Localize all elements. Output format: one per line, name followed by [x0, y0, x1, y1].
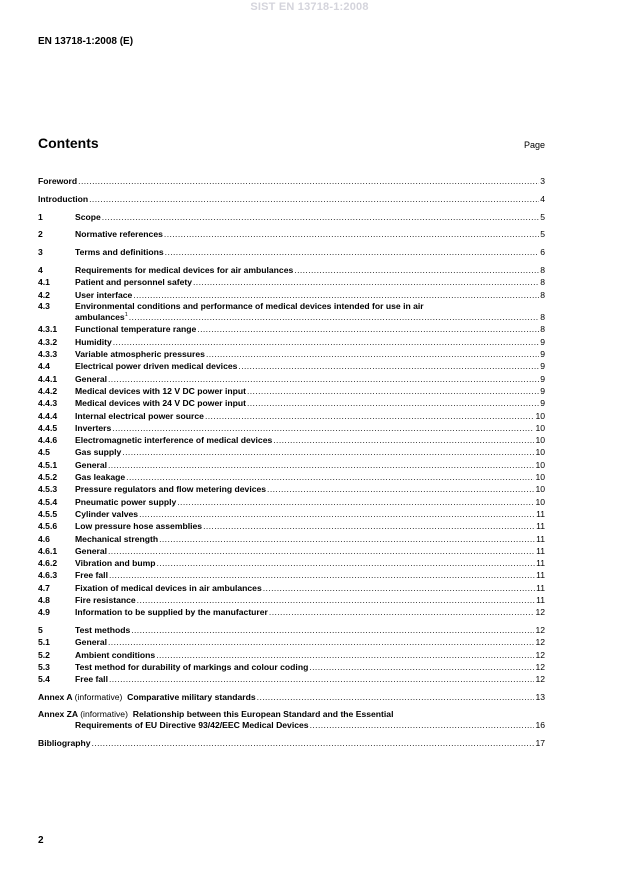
toc-page: 10: [535, 484, 545, 495]
toc-number: 4.3.2: [38, 336, 58, 347]
toc-entry-4-5-3[interactable]: [38, 483, 545, 495]
toc-label: Fire resistance: [75, 595, 136, 605]
toc-number: 4.6.2: [38, 558, 58, 569]
toc-page: 8: [540, 324, 545, 335]
toc-number: 4.1: [38, 277, 50, 288]
contents-title: Contents: [38, 135, 99, 151]
toc-number: 4.4.1: [38, 373, 58, 384]
toc-label: Cylinder valves: [75, 508, 139, 519]
toc-page: 12: [535, 637, 545, 648]
toc-number: 5.3: [38, 661, 50, 672]
toc-entry-4-5-6[interactable]: [38, 520, 545, 532]
toc-page: 10: [535, 422, 545, 433]
annex-key: Annex A: [38, 692, 73, 703]
toc-page: 9: [540, 385, 545, 396]
toc-number: 4.5.5: [38, 508, 58, 519]
toc-label: General: [75, 637, 108, 648]
toc-number: 4.7: [38, 582, 50, 593]
toc-label: Internal electrical power source: [75, 410, 204, 421]
toc-number: 5.1: [38, 637, 50, 648]
toc-page: 11: [536, 508, 545, 519]
toc-label: Variable atmospheric pressures: [75, 349, 205, 360]
annex-kind: (informative): [74, 692, 123, 703]
toc-entry-4-3-1[interactable]: [38, 323, 545, 335]
toc-label: Requirements for medical devices for air ambulances: [75, 264, 294, 275]
toc-number: 2: [38, 229, 43, 240]
toc-page: 8: [540, 277, 545, 288]
toc-entry-4-8[interactable]: [38, 594, 545, 606]
toc-entry-4-5-1[interactable]: [38, 459, 545, 471]
toc-page: 9: [540, 336, 545, 347]
toc-number: 4.2: [38, 289, 50, 300]
toc-number: 5.4: [38, 674, 50, 685]
toc-page: 5: [540, 229, 545, 240]
toc-entry-5-2[interactable]: [38, 649, 545, 661]
toc-entry-5-3[interactable]: [38, 661, 545, 673]
toc-page: 12: [535, 625, 545, 636]
toc-page: 16: [535, 720, 545, 731]
toc-entry-4-4-3[interactable]: [38, 397, 545, 409]
toc-entry-foreword[interactable]: [38, 175, 545, 187]
toc-label: Test methods: [75, 625, 131, 636]
toc-number: 4.5.3: [38, 484, 58, 495]
toc-entry-5-4[interactable]: [38, 673, 545, 685]
toc-label: Gas leakage: [75, 472, 126, 483]
toc-page: 4: [540, 193, 545, 204]
toc-label: User interface: [75, 289, 133, 300]
toc-page: 10: [535, 496, 545, 507]
toc-page: 12: [535, 607, 545, 618]
toc-label: Terms and definitions: [75, 247, 164, 258]
toc-entry-4-1[interactable]: [38, 276, 545, 288]
toc-entry-annex-za[interactable]: [38, 709, 545, 732]
toc-number: 4.3.1: [38, 324, 58, 335]
toc-page: 11: [536, 521, 545, 532]
toc-entry-4-4-6[interactable]: [38, 434, 545, 446]
toc-number: 4.3: [38, 300, 50, 311]
toc-label: Patient and personnel safety: [75, 277, 193, 288]
toc-number: 5: [38, 625, 43, 636]
toc-entry-4-4-2[interactable]: [38, 385, 545, 397]
toc-label: Functional temperature range: [75, 324, 197, 335]
toc-entry-4-4-1[interactable]: [38, 373, 545, 385]
toc-number: 4.4.4: [38, 410, 58, 421]
toc-entry-5[interactable]: [38, 624, 545, 636]
toc-page: 11: [536, 545, 545, 556]
toc-page: 8: [540, 264, 545, 275]
toc-page: 10: [535, 435, 545, 446]
toc-entry-4-6-2[interactable]: [38, 557, 545, 569]
annex-title-line1: Relationship between this European Standard and the Essential: [132, 708, 394, 719]
toc-entry-4-2[interactable]: [38, 289, 545, 301]
toc-label: Foreword: [38, 176, 78, 186]
toc-entry-4-3[interactable]: [38, 301, 545, 324]
toc-entry-3[interactable]: [38, 246, 545, 258]
toc-number: 4.6.3: [38, 570, 58, 581]
toc-label: Inverters: [75, 422, 112, 433]
toc-number: 3: [38, 247, 43, 258]
toc-label: Test method for durability of markings and colour coding: [75, 661, 309, 672]
toc-entry-4-6[interactable]: [38, 533, 545, 545]
toc-entry-4-6-1[interactable]: [38, 545, 545, 557]
toc-label: Mechanical strength: [75, 533, 159, 544]
toc-label: Scope: [75, 211, 101, 222]
toc-page: 8: [540, 289, 545, 300]
toc-label: Vibration and bump: [75, 558, 156, 569]
toc-entry-4-5[interactable]: [38, 446, 545, 458]
toc-label-line1: Environmental conditions and performance of medical devices intended for use in air: [75, 300, 424, 311]
toc-number: 4.5.1: [38, 459, 58, 470]
page-number: 2: [38, 835, 44, 846]
toc-entry-4-7[interactable]: [38, 582, 545, 594]
annex-title: Comparative military standards: [127, 692, 256, 703]
toc-page: 11: [536, 582, 545, 593]
toc-entry-2[interactable]: [38, 228, 545, 240]
toc-page: 11: [536, 570, 545, 581]
toc-number: 4.6: [38, 533, 50, 544]
toc-page: 12: [535, 649, 545, 660]
toc-label: Free fall: [75, 674, 108, 685]
toc-page: 17: [535, 737, 545, 748]
annex-kind: (informative): [80, 708, 128, 719]
toc-page: 10: [535, 472, 545, 483]
toc-entry-4[interactable]: [38, 264, 545, 276]
toc-page: 11: [536, 595, 545, 605]
toc-page: 12: [535, 674, 545, 685]
toc-number: 4.4.6: [38, 435, 58, 446]
toc-number: 4.3.3: [38, 349, 58, 360]
toc-label: Fixation of medical devices in air ambulances: [75, 582, 262, 593]
toc-number: 4.4.3: [38, 398, 58, 409]
toc-page: 3: [540, 176, 545, 186]
toc-entry-4-9[interactable]: [38, 606, 545, 618]
toc-page: 11: [536, 533, 545, 544]
toc-number: 4.4.5: [38, 422, 58, 433]
toc-number: 4.5.6: [38, 521, 58, 532]
toc-label-line2: ambulances: [75, 312, 125, 323]
document-id: EN 13718-1:2008 (E): [38, 36, 134, 47]
toc-label: Electrical power driven medical devices: [75, 361, 238, 372]
toc-entry-4-4[interactable]: [38, 360, 545, 372]
toc-page: 8: [540, 312, 545, 323]
toc-entry-bibliography[interactable]: [38, 737, 545, 749]
toc-page: 13: [535, 692, 545, 703]
toc-number: 1: [38, 211, 43, 222]
toc-label: Electromagnetic interference of medical devices: [75, 435, 273, 446]
toc-entry-4-3-2[interactable]: [38, 336, 545, 348]
toc-label: Information to be supplied by the manufacturer: [75, 607, 268, 618]
toc-page: 9: [540, 373, 545, 384]
annex-key: Annex ZA: [38, 708, 78, 719]
toc-label: Gas supply: [75, 447, 122, 458]
toc-number: 4: [38, 264, 43, 275]
toc-label: Introduction: [38, 193, 89, 204]
toc-label: Ambient conditions: [75, 649, 156, 660]
toc-number: 4.5: [38, 447, 50, 458]
toc-page: 9: [540, 349, 545, 360]
toc-entry-introduction[interactable]: [38, 193, 545, 205]
toc-number: 4.5.4: [38, 496, 58, 507]
toc-page: 10: [535, 459, 545, 470]
toc-label: Pressure regulators and flow metering devices: [75, 484, 267, 495]
toc-number: 4.9: [38, 607, 50, 618]
toc-label: Normative references: [75, 229, 163, 240]
toc-page: 10: [535, 410, 545, 421]
toc-page: 6: [540, 247, 545, 258]
toc-number: 4.6.1: [38, 545, 58, 556]
toc-page: 10: [535, 447, 545, 458]
footnote-marker: 1: [124, 312, 128, 319]
toc-entry-1[interactable]: [38, 211, 545, 223]
toc-label: Humidity: [75, 336, 112, 347]
toc-entry-4-6-3[interactable]: [38, 569, 545, 581]
toc-number: 4.5.2: [38, 472, 58, 483]
toc-label: Pneumatic power supply: [75, 496, 177, 507]
toc-entry-4-5-4[interactable]: [38, 496, 545, 508]
toc-page: 9: [540, 361, 545, 372]
table-of-contents: [38, 175, 545, 749]
toc-page: 11: [536, 558, 545, 569]
annex-title-line2: Requirements of EU Directive 93/42/EEC Medical Devices: [75, 720, 309, 731]
toc-entry-4-5-5[interactable]: [38, 508, 545, 520]
page-column-label: Page: [523, 140, 545, 150]
toc-label: Medical devices with 12 V DC power input: [75, 385, 246, 396]
toc-entry-4-4-4[interactable]: [38, 410, 545, 422]
toc-label: General: [75, 545, 108, 556]
toc-label: Low pressure hose assemblies: [75, 521, 203, 532]
toc-label: General: [75, 373, 108, 384]
toc-entry-4-5-2[interactable]: [38, 471, 545, 483]
toc-entry-5-1[interactable]: [38, 636, 545, 648]
toc-number: 4.4.2: [38, 385, 58, 396]
toc-label: Free fall: [75, 570, 108, 581]
toc-number: 5.2: [38, 649, 50, 660]
toc-page: 12: [535, 661, 545, 672]
toc-label: General: [75, 459, 108, 470]
toc-label: Medical devices with 24 V DC power input: [75, 398, 246, 409]
toc-number: 4.8: [38, 595, 50, 605]
toc-page: 9: [540, 398, 545, 409]
toc-label: Bibliography: [38, 737, 91, 748]
toc-entry-4-3-3[interactable]: [38, 348, 545, 360]
toc-entry-4-4-5[interactable]: [38, 422, 545, 434]
watermark: SIST EN 13718-1:2008: [250, 1, 369, 13]
toc-number: 4.4: [38, 361, 50, 372]
toc-entry-annex-a[interactable]: [38, 691, 545, 703]
toc-page: 5: [540, 211, 545, 222]
